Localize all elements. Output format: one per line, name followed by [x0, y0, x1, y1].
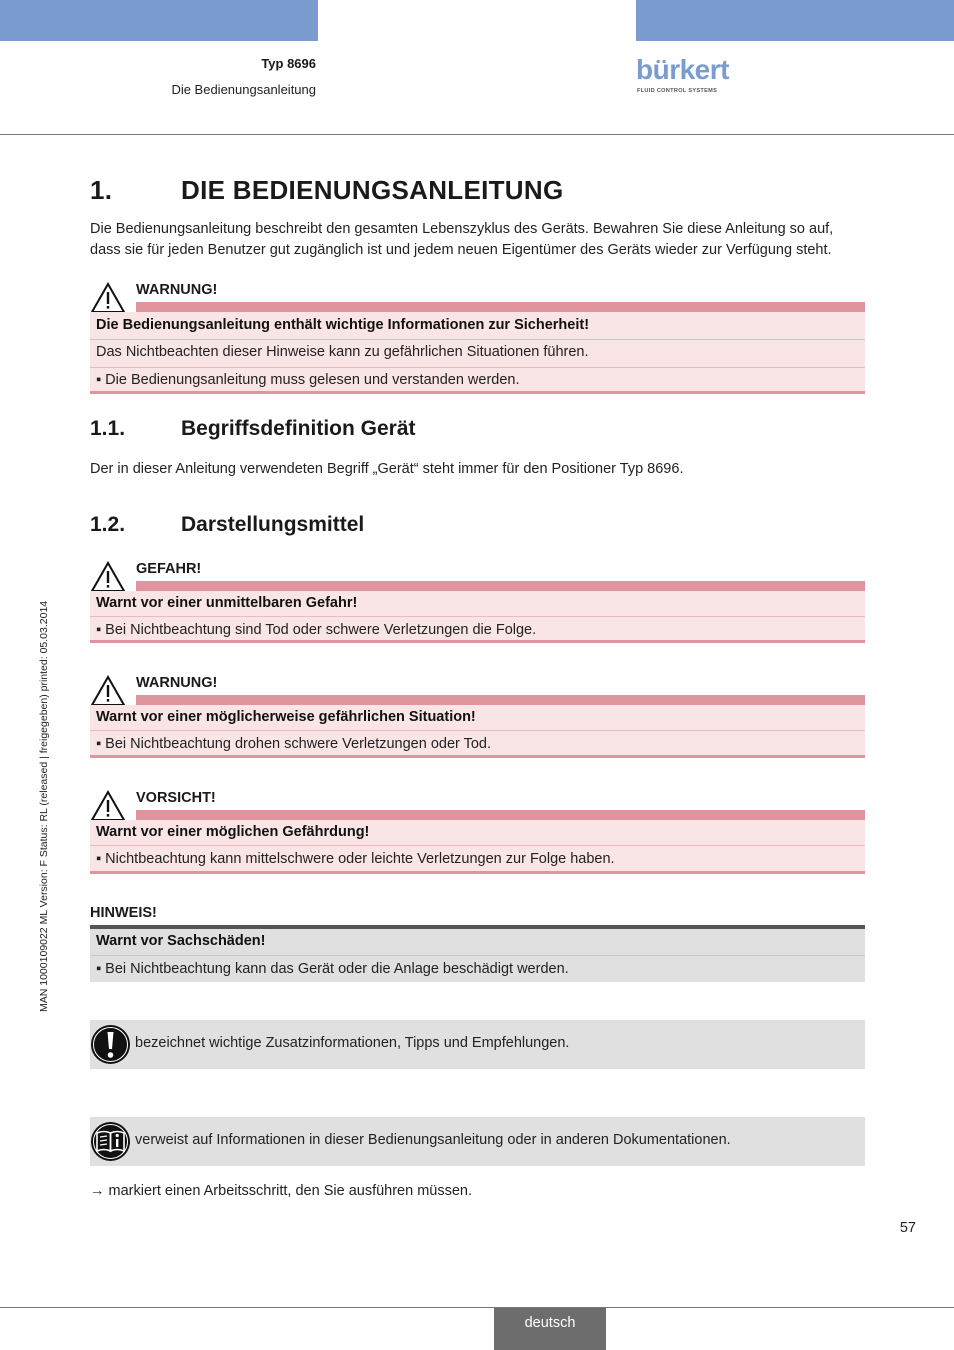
section-1-1-paragraph: Der in dieser Anleitung verwendeten Begriff „Gerät“ steht immer für den Positioner Typ 8696. — [90, 461, 684, 477]
caution-box: VORSICHT! Warnt vor einer möglichen Gefährdung! ▪ Nichtbeachtung kann mittelschwere oder leichte Verletzungen zur Folge haben. — [90, 790, 865, 874]
document-type: Typ 8696 — [261, 56, 316, 71]
notice-title: HINWEIS! — [90, 905, 157, 921]
danger-box: GEFAHR! Warnt vor einer unmittelbaren Gefahr! ▪ Bei Nichtbeachtung sind Tod oder schwere Verletzungen die Folge. — [90, 561, 865, 643]
section-1-2-heading: 1.2. Darstellungsmittel — [90, 513, 365, 536]
warning-triangle-icon — [90, 561, 126, 593]
page-number: 57 — [899, 1220, 916, 1236]
section-title: DIE BEDIENUNGSANLEITUNG — [181, 175, 564, 205]
section-1-1-heading: 1.1. Begriffsdefinition Gerät — [90, 417, 416, 440]
header-bar-right — [636, 0, 954, 41]
warning-box-main — [90, 282, 865, 394]
footer-divider — [0, 1307, 954, 1308]
work-step-legend: → markiert einen Arbeitsschritt, den Sie ausführen müssen. — [90, 1183, 473, 1199]
header-divider — [0, 134, 954, 135]
document-subtitle: Die Bedienungsanleitung — [171, 82, 316, 97]
exclamation-icon — [90, 1024, 131, 1065]
section-number: 1. — [90, 175, 113, 205]
book-info-icon — [90, 1121, 131, 1162]
warning-triangle-icon — [90, 282, 126, 314]
header-bar-left — [0, 0, 318, 41]
section-1-paragraph: Die Bedienungsanleitung beschreibt den gesamten Lebenszyklus des Geräts. Bewahren Sie diese Anleitung so auf, dass sie für jeden Benutzer gut zugänglich ist und jedem neuen Eigentümer des Geräts wieder zur Verfügung steht. — [90, 221, 834, 258]
document-side-info: MAN 1000109022 ML Version: F Status: RL (released | freigegeben) printed: 05.03.2014 — [38, 600, 50, 1012]
warning-title: WARNUNG! — [136, 282, 218, 298]
section-1-heading — [90, 175, 563, 206]
warning-triangle-icon — [90, 790, 126, 822]
logo-tagline: FLUID CONTROL SYSTEMS — [637, 88, 718, 94]
warning-triangle-icon — [90, 675, 126, 707]
reference-info-box: verweist auf Informationen in dieser Bedienungsanleitung oder in anderen Dokumentationen. — [90, 1117, 865, 1166]
important-info-box: bezeichnet wichtige Zusatzinformationen, Tipps und Empfehlungen. — [90, 1020, 865, 1069]
warning-body: Die Bedienungsanleitung enthält wichtige Informationen zur Sicherheit! Das Nichtbeachten dieser Hinweise kann zu gefährlichen Situationen führen. ▪ Die Bedienungsanleitung muss gelesen und verstanden werden. — [90, 312, 865, 394]
notice-body: Warnt vor Sachschäden! ▪ Bei Nichtbeachtung kann das Gerät oder die Anlage beschädigt werden. — [90, 929, 865, 982]
language-tab: deutsch — [494, 1308, 606, 1350]
warning-bar — [136, 302, 865, 312]
warning-box: WARNUNG! Warnt vor einer möglicherweise gefährlichen Situation! ▪ Bei Nichtbeachtung drohen schwere Verletzungen oder Tod. — [90, 675, 865, 758]
logo-wordmark: bürkert — [636, 54, 729, 85]
burkert-logo — [636, 54, 736, 98]
